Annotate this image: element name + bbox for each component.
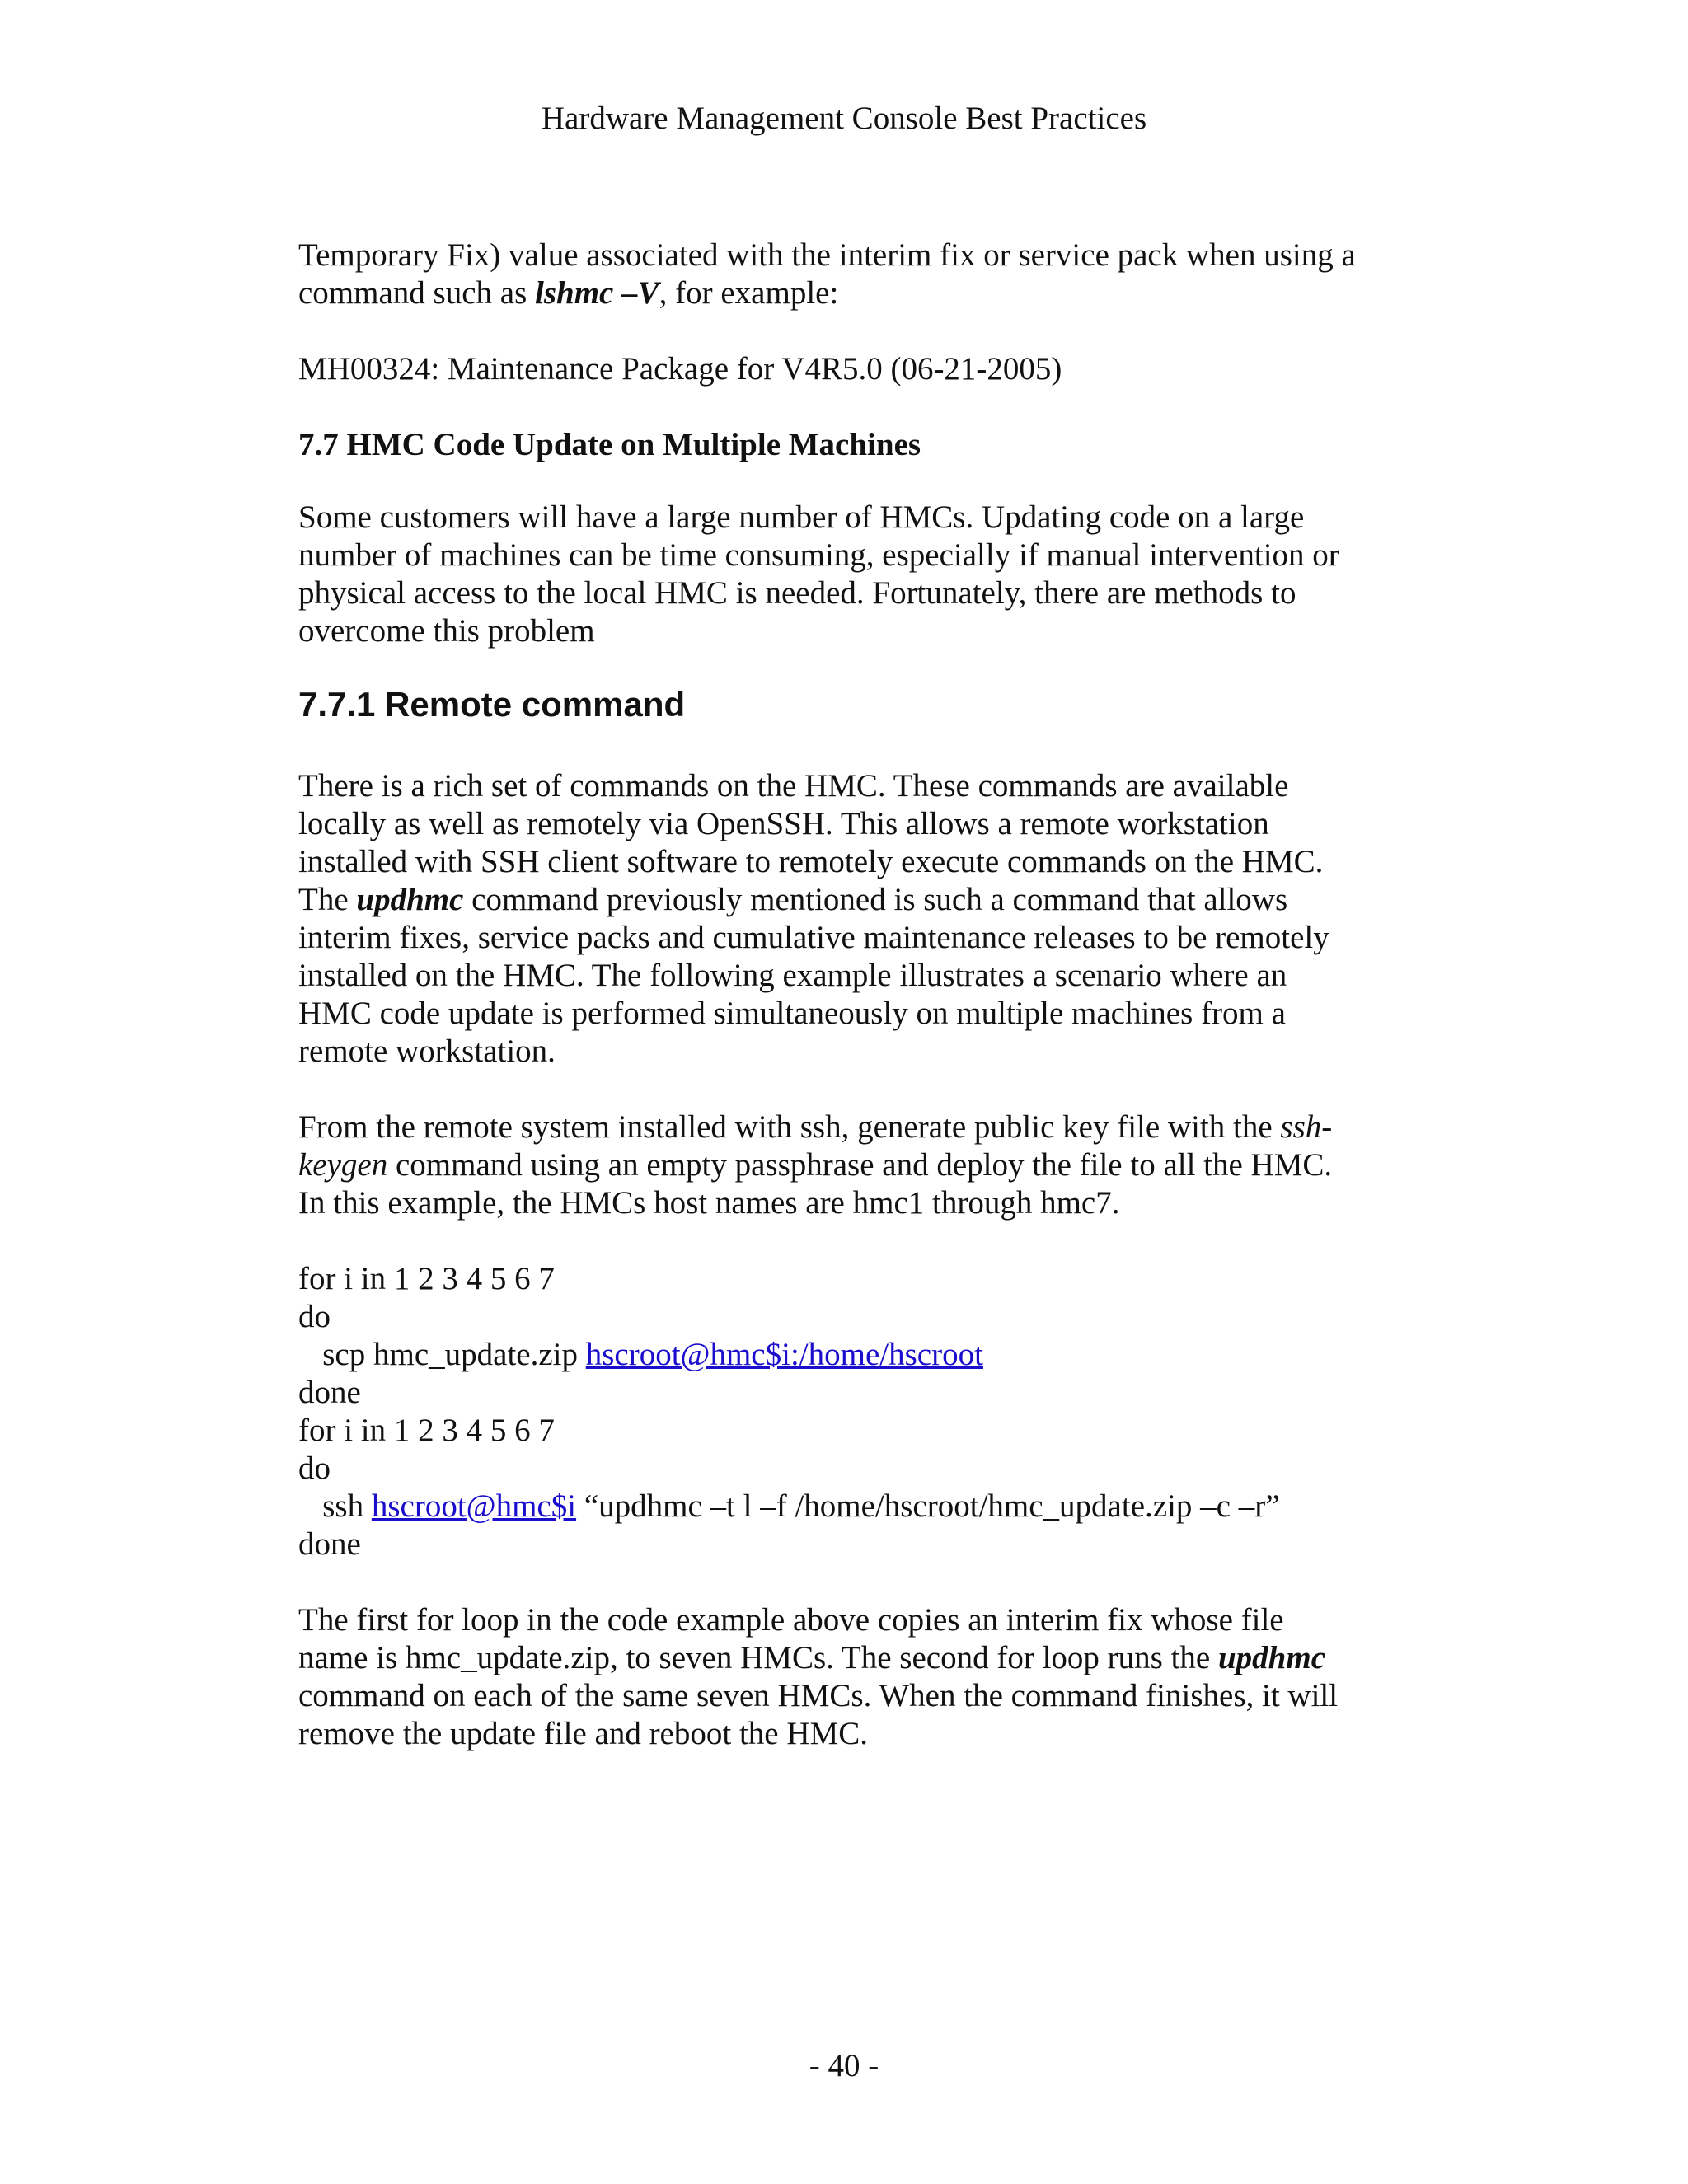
code-line: do (298, 1299, 331, 1334)
running-header: Hardware Management Console Best Practices (541, 101, 1147, 136)
paragraph-line: command on each of the same seven HMCs. When the command finishes, it will (298, 1678, 1339, 1713)
page-number: - 40 - (809, 2048, 879, 2083)
paragraph-line: Some customers will have a large number of HMCs. Updating code on a large (298, 499, 1305, 535)
code-text: “updhmc –t l –f /home/hscroot/hmc_update.zip –c –r” (576, 1488, 1280, 1524)
code-line: do (298, 1451, 331, 1486)
intro-text: , for example: (659, 275, 839, 311)
intro-line (298, 274, 1403, 312)
paragraph-line: locally as well as remotely via OpenSSH. This allows a remote workstation (298, 806, 1269, 841)
paragraph-line: HMC code update is performed simultaneously on multiple machines from a (298, 996, 1286, 1031)
paragraph-line (298, 881, 1403, 919)
paragraph-text: From the remote system installed with ssh, generate public key file with the (298, 1109, 1281, 1145)
code-text: scp hmc_update.zip (298, 1337, 586, 1372)
paragraph-line (298, 1146, 1403, 1184)
code-example (298, 1260, 1403, 1563)
code-line: done (298, 1526, 361, 1562)
paragraph-line: There is a rich set of commands on the HMC. These commands are available (298, 768, 1289, 804)
command-ssh-keygen-part2: keygen (298, 1147, 388, 1183)
intro-text: command such as (298, 275, 536, 311)
command-lshmc: lshmc –V (535, 275, 659, 311)
intro-paragraph (298, 237, 1403, 312)
command-updhmc: updhmc (1217, 1640, 1326, 1675)
section-heading-7-7: 7.7 HMC Code Update on Multiple Machines (298, 427, 921, 462)
code-line (298, 1336, 1403, 1374)
paragraph-line: The first for loop in the code example above copies an interim fix whose file (298, 1602, 1284, 1638)
command-ssh-keygen-part1: ssh- (1280, 1109, 1333, 1145)
paragraph-line: number of machines can be time consuming, especially if manual intervention or (298, 537, 1339, 573)
paragraph-line: In this example, the HMCs host names are hmc1 through hmc7. (298, 1185, 1120, 1221)
paragraph-text: command previously mentioned is such a command that allows (463, 882, 1288, 917)
paragraph-text: command using an empty passphrase and deploy the file to all the HMC. (387, 1147, 1333, 1183)
code-text: ssh (298, 1488, 372, 1524)
paragraph-line (298, 1108, 1403, 1146)
paragraph-line: overcome this problem (298, 613, 595, 649)
paragraph-line (298, 1639, 1403, 1677)
paragraph-line: physical access to the local HMC is needed. Fortunately, there are methods to (298, 575, 1296, 611)
ssh-target-link[interactable]: hscroot@hmc$i (371, 1488, 577, 1524)
remote-command-paragraph-2 (298, 1108, 1403, 1222)
code-line: for i in 1 2 3 4 5 6 7 (298, 1261, 555, 1296)
paragraph-line: remote workstation. (298, 1033, 556, 1069)
remote-command-paragraph-1 (298, 767, 1403, 1071)
paragraph-text: The (298, 882, 357, 917)
command-updhmc: updhmc (356, 882, 464, 917)
section-heading-7-7-1: 7.7.1 Remote command (298, 685, 686, 724)
paragraph-line: installed on the HMC. The following example illustrates a scenario where an (298, 958, 1287, 993)
code-line: done (298, 1375, 361, 1410)
intro-line: Temporary Fix) value associated with the interim fix or service pack when using a (298, 237, 1356, 273)
paragraph-line: interim fixes, service packs and cumulative maintenance releases to be remotely (298, 920, 1329, 955)
example-output: MH00324: Maintenance Package for V4R5.0 (06-21-2005) (298, 351, 1062, 387)
code-line (298, 1488, 1403, 1526)
remote-command-paragraph-3 (298, 1601, 1403, 1753)
page-body (298, 237, 1403, 1753)
code-line: for i in 1 2 3 4 5 6 7 (298, 1413, 555, 1448)
scp-target-link[interactable]: hscroot@hmc$i:/home/hscroot (585, 1337, 983, 1372)
section-7-7-paragraph (298, 499, 1403, 650)
paragraph-line: remove the update file and reboot the HMC. (298, 1716, 868, 1751)
paragraph-text: name is hmc_update.zip, to seven HMCs. The second for loop runs the (298, 1640, 1218, 1675)
paragraph-line: installed with SSH client software to remotely execute commands on the HMC. (298, 844, 1324, 879)
